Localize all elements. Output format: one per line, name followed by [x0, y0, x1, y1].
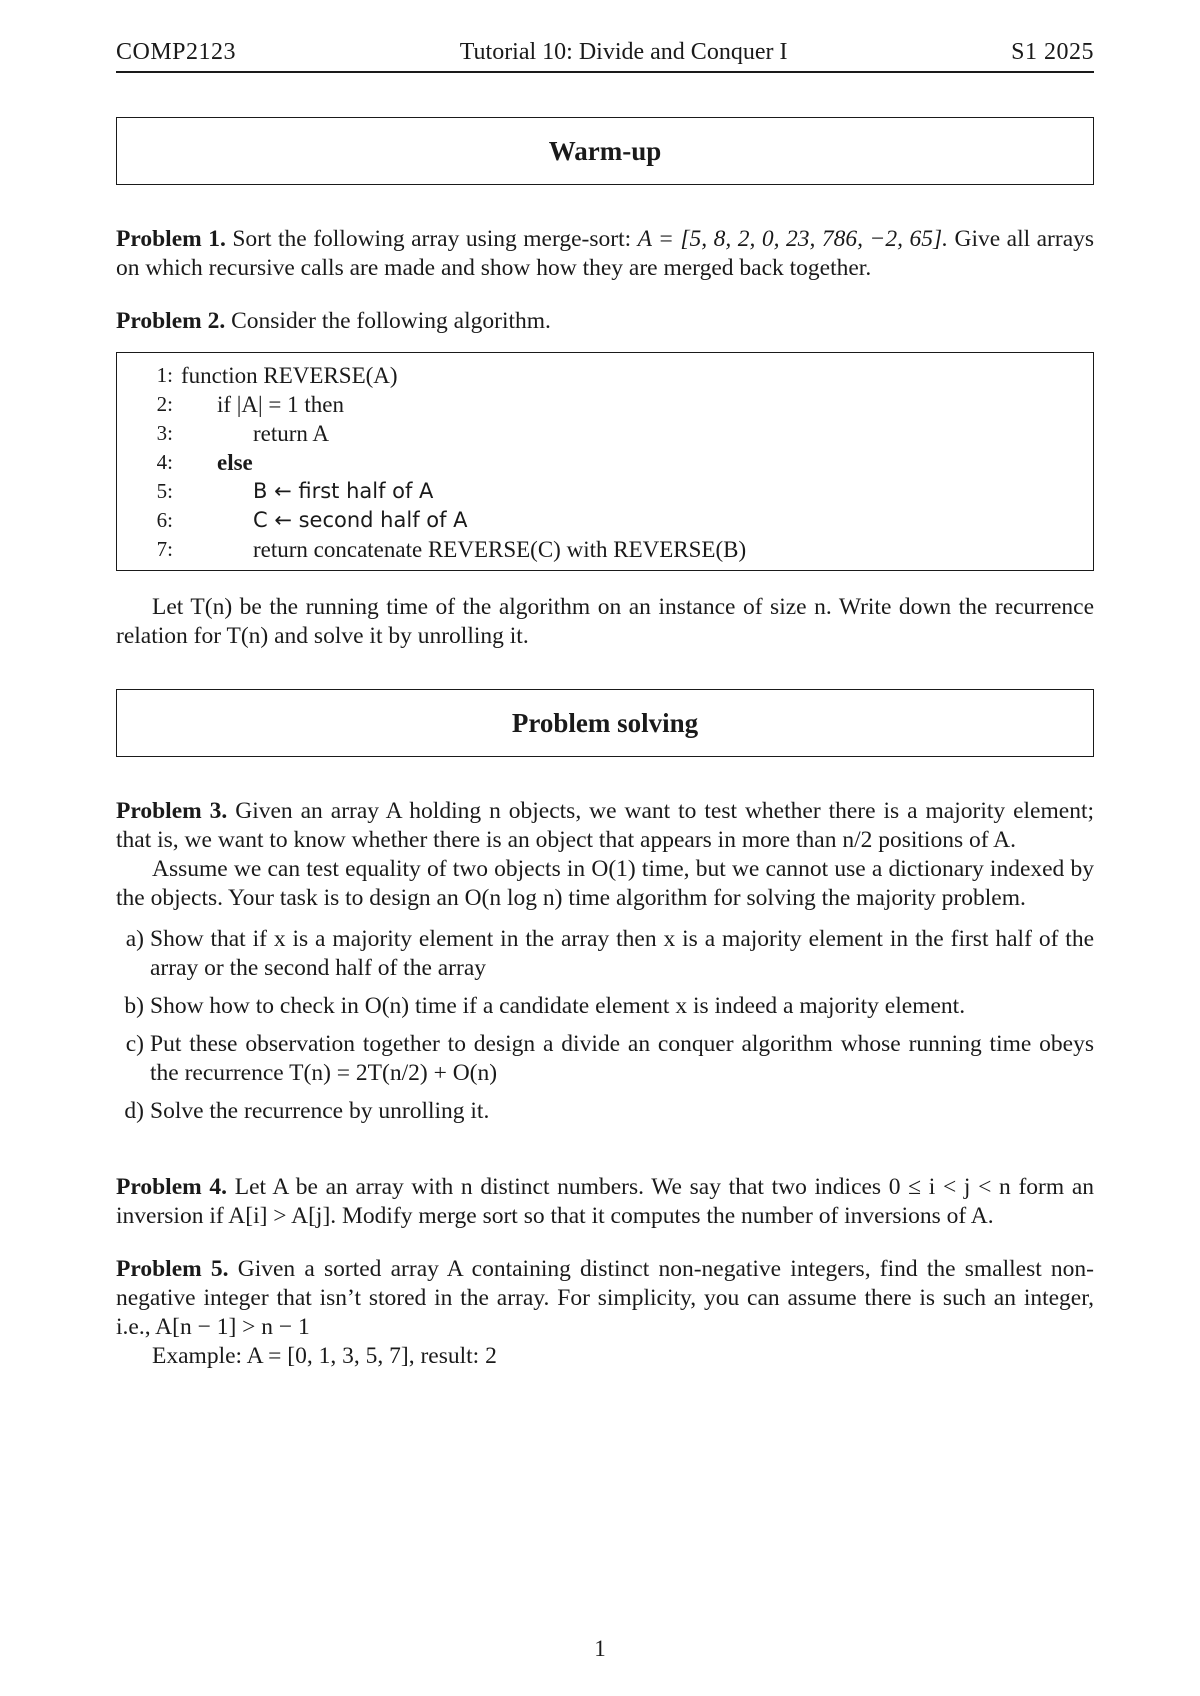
line-code: B ← first half of A: [253, 479, 434, 503]
problem-1-text-after: Give all arrays on which recursive calls are made and show how they are merged back together.: [116, 226, 1095, 281]
problem-5-text: Given a sorted array A containing distinct non-negative integers, find the smallest non-negative integer that isn’t stored in the array. For simplicity, you can assume there is such an integer, i.e., A[n − 1] > n − 1: [116, 1256, 1095, 1340]
problem-3-assumption: Assume we can test equality of two objects in O(1) time, but we cannot use a dictionary indexed by the objects. Your task is to design an O(n log n) time algorithm for solving the majority problem.: [116, 856, 1094, 911]
term: S1 2025: [1011, 39, 1094, 65]
list-item: [116, 925, 1094, 983]
problem-4-text: Let A be an array with n distinct numbers. We say that two indices 0 ≤ i < j < n form an inversion if A[i] > A[j]. Modify merge sort so that it computes the number of inversions of A.: [116, 1174, 1095, 1229]
line-code: if |A| = 1 then: [217, 392, 344, 417]
problem-4: [116, 1173, 1094, 1231]
document-page: [116, 38, 1094, 1371]
line-code: return A: [253, 421, 330, 446]
problem-2-followup: Let T(n) be the running time of the algorithm on an instance of size n. Write down the recurrence relation for T(n) and solve it by unrolling it.: [116, 594, 1094, 649]
item-text: Put these observation together to design a divide an conquer algorithm whose running time obeys the recurrence T(n) = 2T(n/2) + O(n): [150, 1031, 1094, 1086]
line-code: function REVERSE(A): [181, 363, 398, 388]
item-text: Solve the recurrence by unrolling it.: [150, 1098, 490, 1124]
algorithm-line: [117, 506, 1093, 535]
line-code: else: [217, 450, 253, 475]
line-number: 2:: [156, 392, 173, 416]
algorithm-line: [117, 390, 1093, 419]
algorithm-line: [117, 448, 1093, 477]
problem-2-text: Consider the following algorithm.: [231, 308, 551, 334]
problem-1: [116, 225, 1094, 283]
algorithm-line: [117, 535, 1093, 564]
algorithm-box: [116, 352, 1094, 571]
problem-4-label: Problem 4.: [116, 1174, 228, 1200]
section-problem-solving: [116, 689, 1094, 757]
line-number: 3:: [156, 421, 173, 445]
problem-3-label: Problem 3.: [116, 798, 228, 824]
problem-2-label: Problem 2.: [116, 308, 226, 334]
problem-3: [116, 797, 1094, 855]
line-code: return concatenate REVERSE(C) with REVERSE(B): [253, 537, 747, 562]
running-header: [116, 38, 1094, 73]
problem-1-text-before: Sort the following array using merge-sort:: [232, 226, 632, 252]
section-problem-solving-title: Problem solving: [511, 707, 699, 738]
problem-5: [116, 1255, 1094, 1342]
item-label: c): [125, 1031, 144, 1057]
tutorial-title: Tutorial 10: Divide and Conquer I: [459, 39, 788, 65]
list-item: [116, 1097, 1094, 1126]
problem-1-array: A = [5, 8, 2, 0, 23, 786, −2, 65].: [637, 226, 948, 252]
item-label: b): [124, 993, 144, 1019]
problem-1-label: Problem 1.: [116, 226, 226, 252]
problem-2: [116, 307, 1094, 336]
algorithm-line: [117, 419, 1093, 448]
algorithm-line: [117, 477, 1093, 506]
problem-3-parts: [116, 925, 1094, 1126]
page-number: 1: [594, 1636, 606, 1661]
list-item: [116, 992, 1094, 1021]
item-label: d): [124, 1098, 144, 1124]
problem-3-intro: Given an array A holding n objects, we want to test whether there is a majority element; that is, we want to know whether there is an object that appears in more than n/2 positions of A.: [116, 798, 1095, 853]
course-code: COMP2123: [116, 39, 237, 65]
line-number: 7:: [156, 537, 173, 561]
line-number: 5:: [156, 479, 173, 503]
item-text: Show how to check in O(n) time if a candidate element x is indeed a majority element.: [150, 993, 966, 1019]
line-number: 4:: [156, 450, 173, 474]
problem-5-label: Problem 5.: [116, 1256, 229, 1282]
list-item: [116, 1030, 1094, 1088]
algorithm-line: [117, 361, 1093, 390]
line-code: C ← second half of A: [253, 508, 468, 532]
section-warmup-title: Warm-up: [548, 135, 662, 166]
item-text: Show that if x is a majority element in the array then x is a majority element in the first half of the array or the second half of the array: [150, 926, 1094, 981]
line-number: 6:: [156, 508, 173, 532]
item-label: a): [125, 926, 144, 952]
problem-5-example: Example: A = [0, 1, 3, 5, 7], result: 2: [152, 1343, 497, 1369]
section-warmup: [116, 117, 1094, 185]
line-number: 1:: [156, 363, 173, 387]
